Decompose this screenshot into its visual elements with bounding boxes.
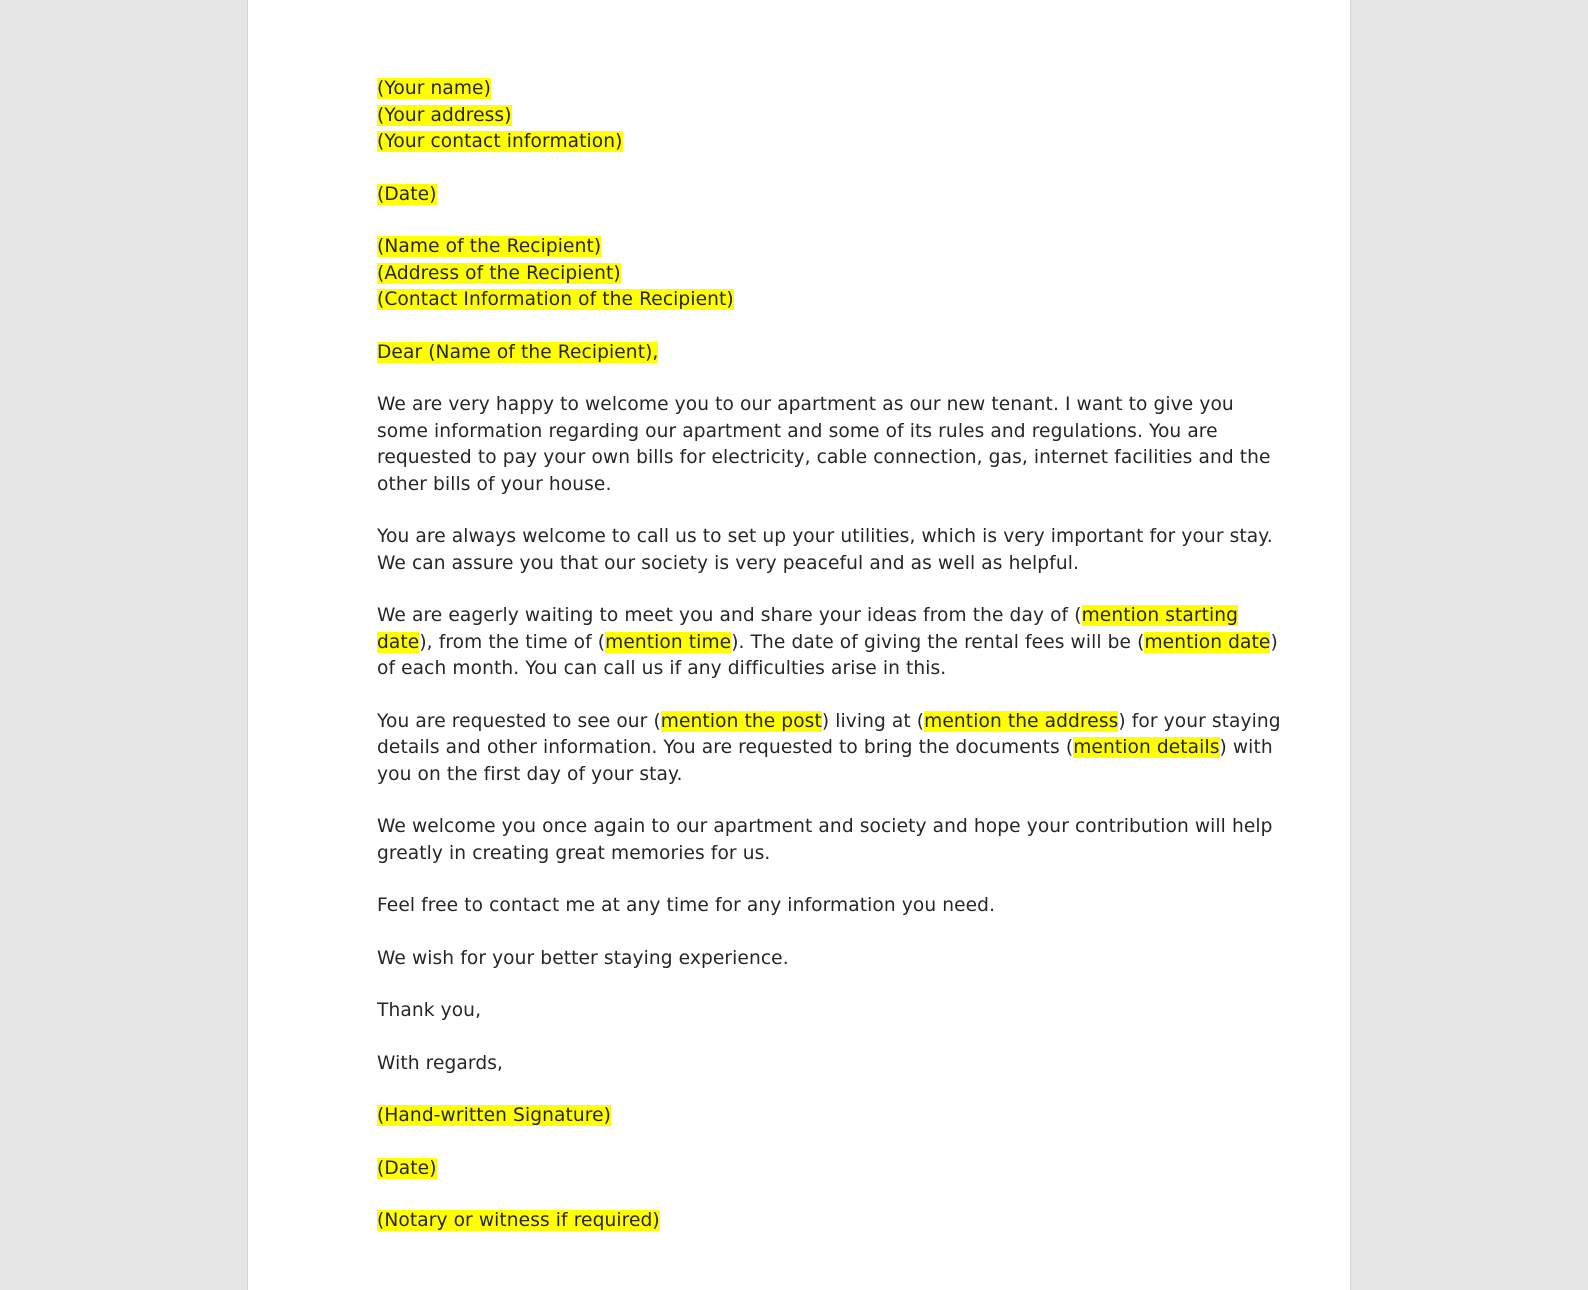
signature-block [377, 1103, 1227, 1130]
text-line: We are very happy to welcome you to our apartment as our new tenant. I want to give you [377, 394, 1234, 415]
letter-date: (Date) [377, 183, 437, 205]
paragraph-contact [377, 893, 1227, 920]
placeholder-address: mention the address [924, 710, 1119, 732]
placeholder-details: mention details [1073, 737, 1220, 758]
paragraph-documents [377, 709, 1281, 789]
notary-block [377, 1208, 1227, 1235]
paragraph-welcome-again [377, 814, 1273, 867]
signature-placeholder: (Hand-written Signature) [377, 1105, 612, 1126]
document-page [247, 0, 1351, 1290]
text-run: ) [1270, 631, 1278, 653]
text-line [377, 709, 1281, 736]
text-line [377, 603, 1239, 630]
text-line: With regards, [377, 1052, 504, 1074]
paragraph-wish [377, 946, 1227, 973]
text-line: We wish for your better staying experience. [377, 947, 789, 969]
text-line: other bills of your house. [377, 473, 612, 495]
recipient-name: (Name of the Recipient) [377, 236, 602, 257]
closing-thanks [377, 998, 1227, 1025]
recipient-address: (Address of the Recipient) [377, 262, 621, 284]
bottom-date-block [377, 1156, 1227, 1183]
salutation-block [377, 340, 1227, 367]
placeholder-starting-date-cont: date [377, 631, 420, 653]
text-line [377, 735, 1273, 762]
sender-address: (Your address) [377, 104, 512, 126]
text-line: We welcome you once again to our apartment and society and hope your contribution will help [377, 816, 1273, 837]
text-run: We are eagerly waiting to meet you and share your ideas from the day of ( [377, 605, 1082, 626]
text-line: Feel free to contact me at any time for any information you need. [377, 895, 996, 916]
recipient-contact: (Contact Information of the Recipient) [377, 289, 734, 310]
text-line: We can assure you that our society is very peaceful and as well as helpful. [377, 552, 1079, 574]
text-line: you on the first day of your stay. [377, 763, 683, 785]
letter-body [377, 76, 1281, 1261]
paragraph-schedule [377, 603, 1278, 683]
text-run: ). The date of giving the rental fees will be ( [731, 631, 1145, 653]
sender-contact: (Your contact information) [377, 131, 623, 152]
closing-regards [377, 1051, 1227, 1078]
placeholder-fee-date: mention date [1144, 631, 1271, 653]
text-run: ) for your staying [1118, 710, 1281, 732]
text-line: Thank you, [377, 1000, 482, 1021]
paragraph-utilities [377, 524, 1273, 577]
notary-placeholder: (Notary or witness if required) [377, 1210, 660, 1231]
placeholder-starting-date: mention starting [1081, 605, 1239, 626]
text-line [377, 630, 1278, 657]
bottom-date: (Date) [377, 1157, 437, 1179]
salutation: Dear (Name of the Recipient), [377, 341, 659, 363]
text-run: details and other information. You are requested to bring the documents ( [377, 737, 1074, 758]
text-line: greatly in creating great memories for us. [377, 842, 771, 864]
text-run: ), from the time of ( [419, 631, 606, 653]
text-run: You are requested to see our ( [377, 710, 661, 732]
text-run: ) with [1219, 737, 1273, 758]
placeholder-post: mention the post [660, 710, 822, 732]
placeholder-time: mention time [605, 631, 732, 653]
sender-name: (Your name) [377, 78, 491, 99]
recipient-block [377, 234, 1227, 314]
text-line: requested to pay your own bills for electricity, cable connection, gas, internet facilities and the [377, 447, 1271, 468]
text-run: ) living at ( [821, 710, 925, 732]
text-line: some information regarding our apartment and some of its rules and regulations. You are [377, 420, 1218, 442]
paragraph-intro [377, 392, 1271, 498]
date-block [377, 182, 1227, 209]
text-line: of each month. You can call us if any difficulties arise in this. [377, 658, 947, 679]
text-line: You are always welcome to call us to set up your utilities, which is very important for your stay. [377, 526, 1273, 547]
sender-block [377, 76, 1227, 156]
